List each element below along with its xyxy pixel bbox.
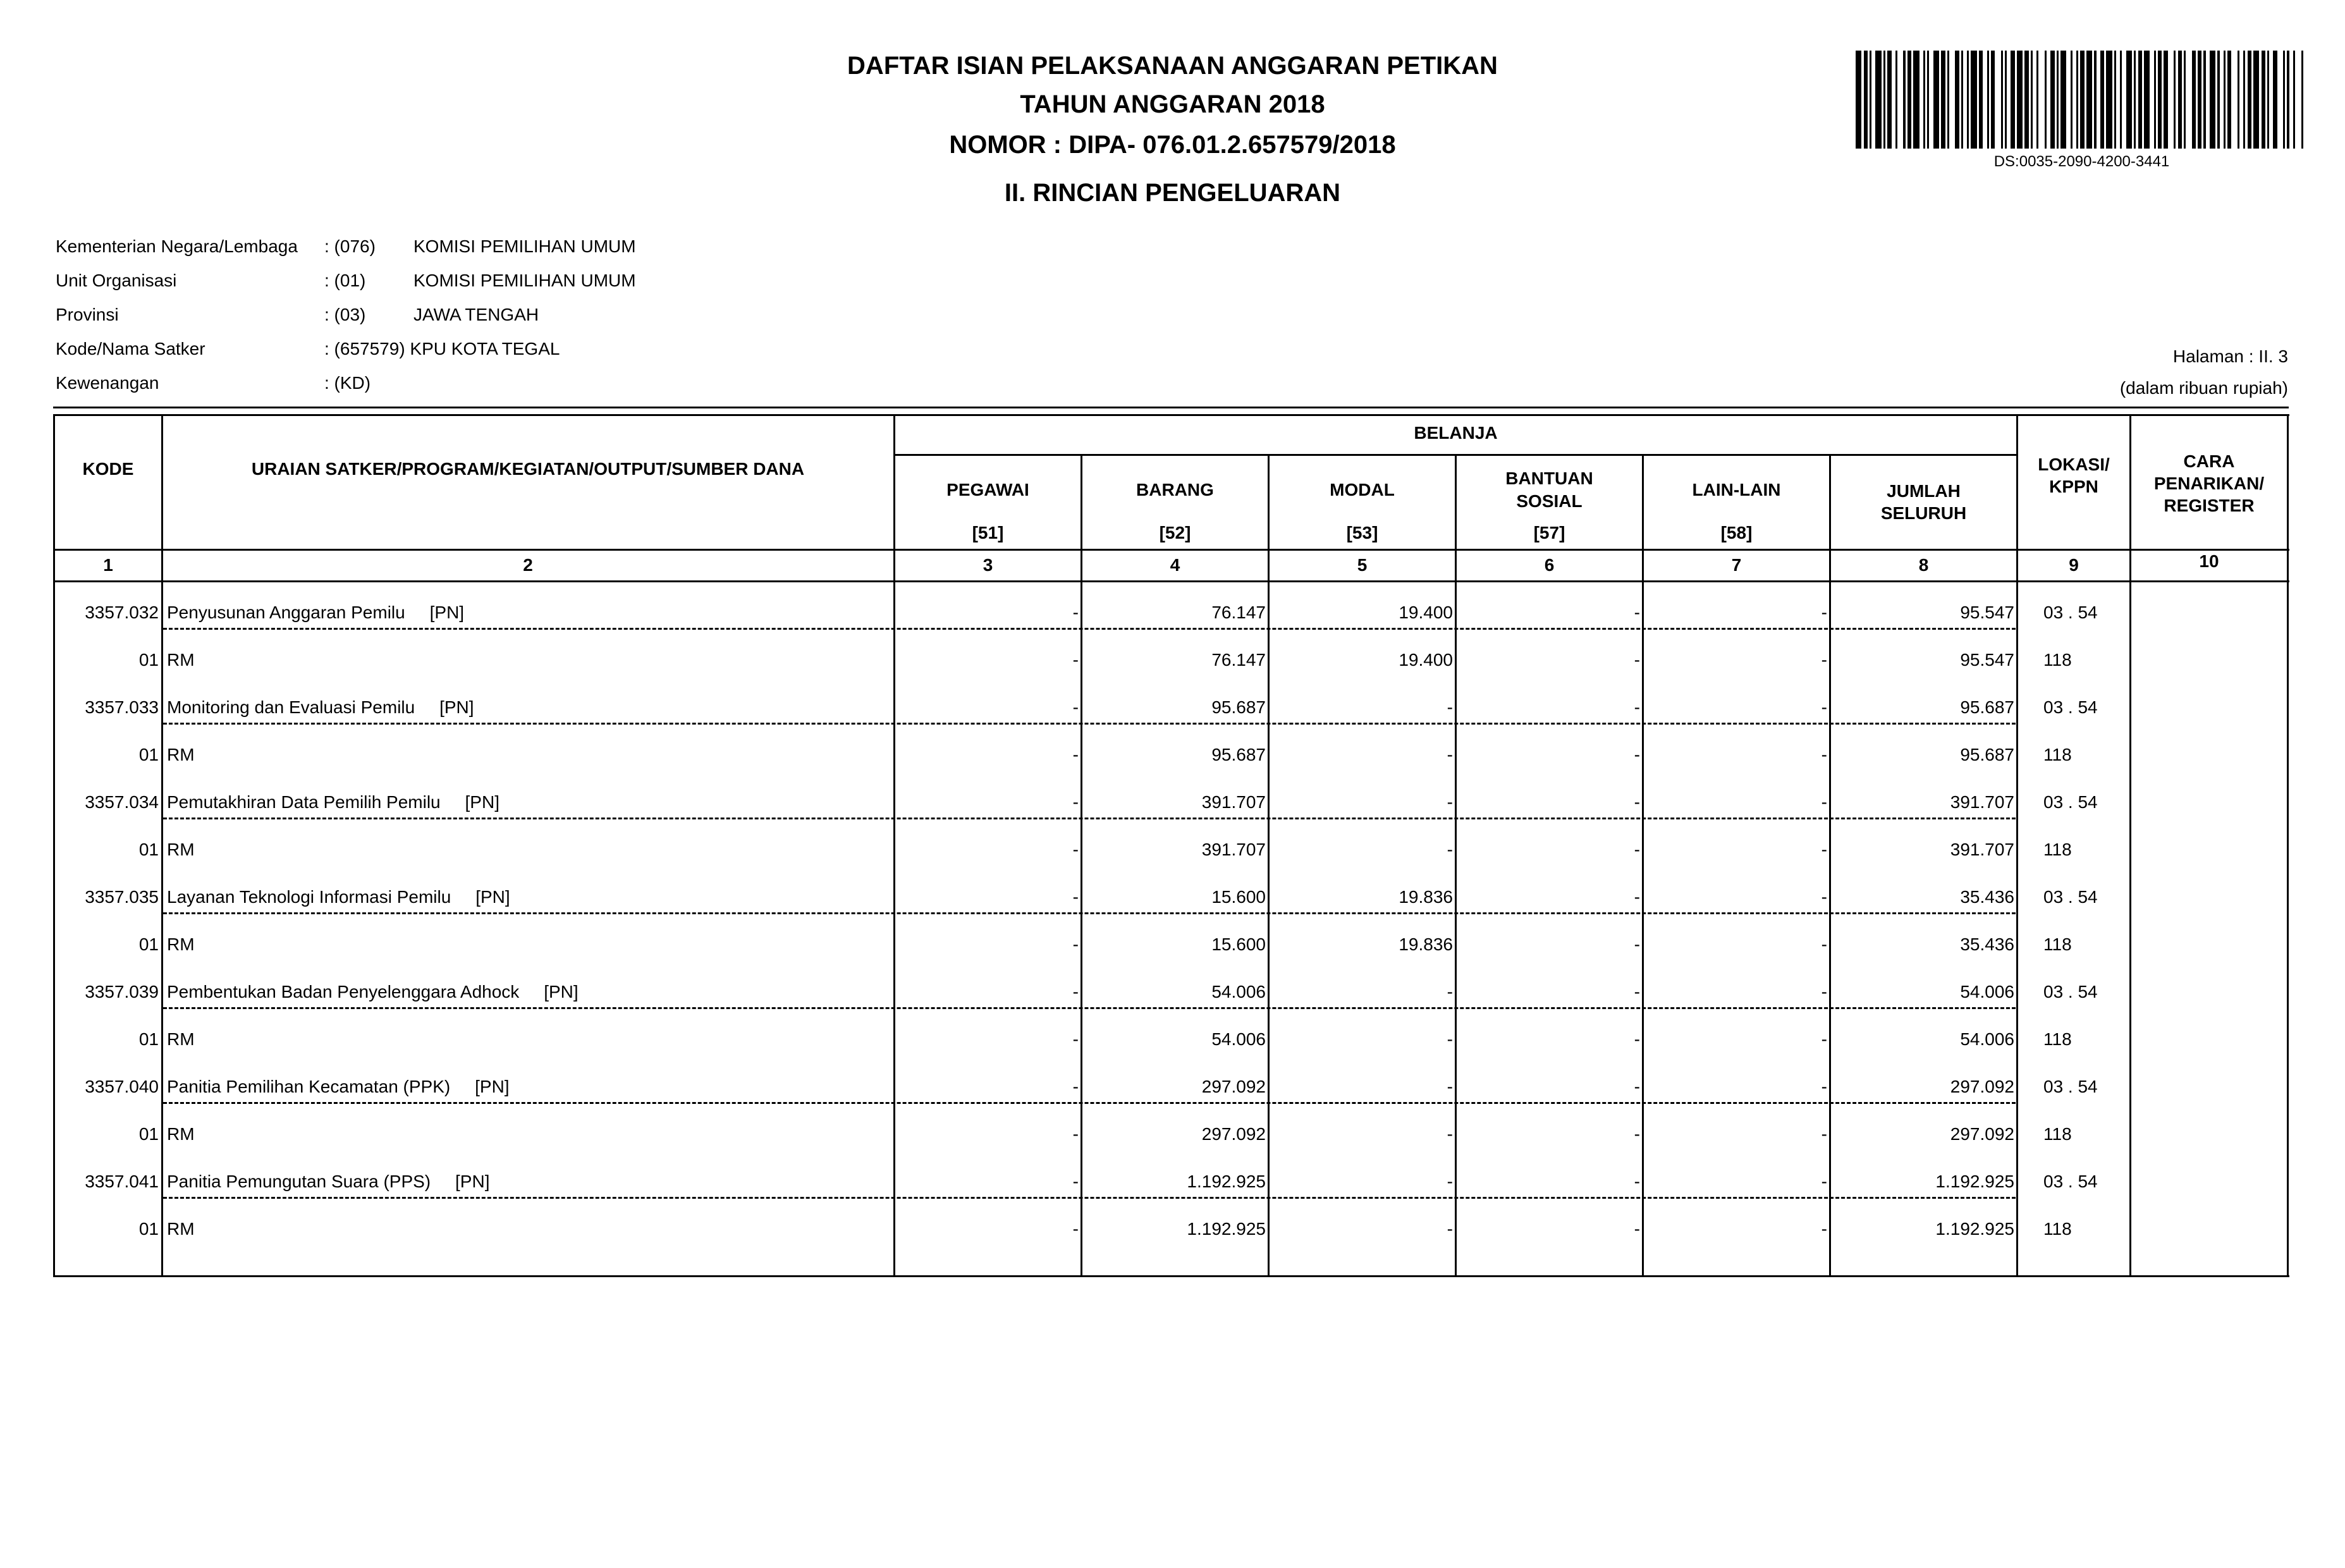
row-lokasi: 118 (2043, 934, 2072, 954)
row-lokasi: 118 (2043, 1219, 2072, 1239)
row-pegawai: - (1072, 982, 1079, 1001)
row-jumlah: 297.092 (1950, 1077, 2014, 1096)
row-modal: - (1447, 982, 1453, 1001)
row-bansos: - (1634, 840, 1640, 859)
row-uraian: Pembentukan Badan Penyelenggara Adhock [PN] (167, 982, 579, 1001)
row-lain: - (1821, 697, 1827, 717)
row-barang: 95.687 (1211, 697, 1266, 717)
row-kode: 01 (138, 840, 159, 859)
row-modal: - (1447, 792, 1453, 812)
row-lain: - (1821, 840, 1827, 859)
row-kode: 3357.032 (85, 603, 159, 622)
header-barang: BARANG (1136, 480, 1214, 499)
row-uraian: RM (167, 840, 195, 859)
row-lain: - (1821, 1172, 1827, 1191)
row-lain: - (1821, 1077, 1827, 1096)
row-barang: 391.707 (1201, 840, 1266, 859)
row-kode: 01 (138, 934, 159, 954)
row-modal: - (1447, 1124, 1453, 1144)
row-lain: - (1821, 982, 1827, 1001)
row-jumlah: 95.687 (1960, 697, 2014, 717)
row-jumlah: 95.687 (1960, 745, 2014, 764)
row-lokasi: 03 . 54 (2043, 603, 2098, 622)
col-border (2016, 414, 2018, 1277)
row-lokasi: 03 . 54 (2043, 697, 2098, 717)
row-lain: - (1821, 745, 1827, 764)
row-pegawai: - (1072, 1029, 1079, 1049)
row-dashed-divider (163, 628, 2016, 630)
row-jumlah: 35.436 (1960, 887, 2014, 907)
row-bansos: - (1634, 1029, 1640, 1049)
row-pegawai: - (1072, 792, 1079, 812)
header-belanja: BELANJA (1414, 423, 1498, 443)
table-top-border (53, 414, 2289, 416)
row-lokasi: 118 (2043, 745, 2072, 764)
header-cara-line2: PENARIKAN/ (2153, 474, 2265, 493)
row-barang: 1.192.925 (1187, 1219, 1266, 1239)
header-cara-line1: CARA (2183, 451, 2235, 471)
row-barang: 297.092 (1201, 1077, 1266, 1096)
meta-code: : (03) (324, 305, 366, 324)
row-lokasi: 03 . 54 (2043, 887, 2098, 907)
row-barang: 1.192.925 (1187, 1172, 1266, 1191)
row-lain: - (1821, 650, 1827, 670)
colnum-5: 5 (1357, 555, 1368, 575)
row-lokasi: 118 (2043, 840, 2072, 859)
row-bansos: - (1634, 1124, 1640, 1144)
meta-code: : (076) (324, 236, 376, 256)
col-border (1455, 454, 1457, 1277)
meta-label: Kementerian Negara/Lembaga (56, 236, 298, 256)
row-bansos: - (1634, 650, 1640, 670)
page-number: Halaman : II. 3 (2172, 346, 2288, 366)
meta-label: Provinsi (56, 305, 119, 324)
header-cara-line3: REGISTER (2164, 496, 2255, 515)
row-dashed-divider (163, 1197, 2016, 1199)
row-uraian: RM (167, 745, 195, 764)
row-uraian: Monitoring dan Evaluasi Pemilu [PN] (167, 697, 474, 717)
row-dashed-divider (163, 723, 2016, 725)
row-uraian: RM (167, 1219, 195, 1239)
row-lain: - (1821, 792, 1827, 812)
row-lokasi: 118 (2043, 1029, 2072, 1049)
header-modal: MODAL (1330, 480, 1395, 499)
colnum-10: 10 (2199, 551, 2219, 571)
row-jumlah: 391.707 (1950, 840, 2014, 859)
row-lokasi: 03 . 54 (2043, 982, 2098, 1001)
row-kode: 3357.041 (85, 1172, 159, 1191)
row-pegawai: - (1072, 1124, 1079, 1144)
row-jumlah: 297.092 (1950, 1124, 2014, 1144)
document-title: DAFTAR ISIAN PELAKSANAAN ANGGARAN PETIKAN (847, 52, 1498, 80)
row-bansos: - (1634, 1219, 1640, 1239)
row-jumlah: 391.707 (1950, 792, 2014, 812)
row-pegawai: - (1072, 840, 1079, 859)
header-barang-code: [52] (1159, 523, 1191, 542)
row-barang: 54.006 (1211, 1029, 1266, 1049)
document-number: NOMOR : DIPA- 076.01.2.657579/2018 (949, 131, 1396, 159)
header-pegawai: PEGAWAI (946, 480, 1029, 499)
row-dashed-divider (163, 818, 2016, 819)
row-modal: 19.836 (1399, 934, 1453, 954)
row-uraian: Layanan Teknologi Informasi Pemilu [PN] (167, 887, 510, 907)
row-kode: 01 (138, 1219, 159, 1239)
row-modal: - (1447, 697, 1453, 717)
row-pegawai: - (1072, 697, 1079, 717)
meta-name: KOMISI PEMILIHAN UMUM (413, 236, 636, 256)
colnum-1: 1 (103, 555, 113, 575)
row-lokasi: 03 . 54 (2043, 792, 2098, 812)
row-bansos: - (1634, 934, 1640, 954)
row-lokasi: 118 (2043, 650, 2072, 670)
col-border (1642, 454, 1644, 1277)
row-jumlah: 54.006 (1960, 1029, 2014, 1049)
row-bansos: - (1634, 1077, 1640, 1096)
row-barang: 95.687 (1211, 745, 1266, 764)
row-bansos: - (1634, 745, 1640, 764)
row-kode: 01 (138, 745, 159, 764)
row-modal: 19.400 (1399, 603, 1453, 622)
row-modal: - (1447, 1219, 1453, 1239)
row-barang: 76.147 (1211, 603, 1266, 622)
row-pegawai: - (1072, 650, 1079, 670)
header-pegawai-code: [51] (972, 523, 1004, 542)
header-bansos-line2: SOSIAL (1516, 491, 1583, 511)
section-title: II. RINCIAN PENGELUARAN (1004, 179, 1341, 207)
row-barang: 391.707 (1201, 792, 1266, 812)
row-pegawai: - (1072, 745, 1079, 764)
row-bansos: - (1634, 982, 1640, 1001)
colnum-2: 2 (523, 555, 533, 575)
row-pegawai: - (1072, 887, 1079, 907)
colnum-7: 7 (1731, 555, 1742, 575)
fiscal-year-title: TAHUN ANGGARAN 2018 (1020, 90, 1325, 118)
row-lain: - (1821, 603, 1827, 622)
row-modal: 19.836 (1399, 887, 1453, 907)
colnum-3: 3 (983, 555, 993, 575)
row-bansos: - (1634, 1172, 1640, 1191)
row-modal: - (1447, 745, 1453, 764)
row-barang: 54.006 (1211, 982, 1266, 1001)
col-border (161, 414, 163, 1277)
row-bansos: - (1634, 792, 1640, 812)
row-uraian: Panitia Pemungutan Suara (PPS) [PN] (167, 1172, 490, 1191)
header-uraian: URAIAN SATKER/PROGRAM/KEGIATAN/OUTPUT/SUMBER DANA (251, 459, 805, 479)
row-jumlah: 95.547 (1960, 650, 2014, 670)
row-pegawai: - (1072, 1172, 1079, 1191)
row-kode: 01 (138, 1124, 159, 1144)
meta-code: : (657579) KPU KOTA TEGAL (324, 339, 560, 358)
header-jumlah-line2: SELURUH (1880, 503, 1967, 523)
row-kode: 01 (138, 1029, 159, 1049)
row-barang: 76.147 (1211, 650, 1266, 670)
meta-label: Kewenangan (56, 373, 159, 393)
colnum-9: 9 (2069, 555, 2079, 575)
row-lain: - (1821, 1124, 1827, 1144)
row-bansos: - (1634, 697, 1640, 717)
row-modal: - (1447, 1077, 1453, 1096)
row-kode: 3357.039 (85, 982, 159, 1001)
separator-line (53, 407, 2289, 408)
row-lokasi: 118 (2043, 1124, 2072, 1144)
header-lokasi-line1: LOKASI/ (2038, 455, 2110, 474)
row-barang: 15.600 (1211, 887, 1266, 907)
row-lain: - (1821, 1029, 1827, 1049)
header-jumlah-line1: JUMLAH (1887, 481, 1961, 501)
meta-name: JAWA TENGAH (413, 305, 539, 324)
row-dashed-divider (163, 1102, 2016, 1104)
row-uraian: RM (167, 934, 195, 954)
row-jumlah: 95.547 (1960, 603, 2014, 622)
row-lain: - (1821, 934, 1827, 954)
header-lain: LAIN-LAIN (1692, 480, 1781, 499)
row-barang: 297.092 (1201, 1124, 1266, 1144)
row-jumlah: 1.192.925 (1935, 1172, 2014, 1191)
col-border (1268, 454, 1270, 1277)
row-kode: 3357.040 (85, 1077, 159, 1096)
row-modal: - (1447, 840, 1453, 859)
row-jumlah: 1.192.925 (1935, 1219, 2014, 1239)
header-bansos-code: [57] (1533, 523, 1565, 542)
meta-label: Unit Organisasi (56, 271, 177, 290)
colnum-6: 6 (1544, 555, 1555, 575)
colnum-bottom-border (53, 580, 2289, 582)
row-uraian: RM (167, 650, 195, 670)
row-kode: 3357.035 (85, 887, 159, 907)
meta-code: : (KD) (324, 373, 371, 393)
row-modal: 19.400 (1399, 650, 1453, 670)
row-uraian: Panitia Pemilihan Kecamatan (PPK) [PN] (167, 1077, 510, 1096)
row-pegawai: - (1072, 934, 1079, 954)
unit-note: (dalam ribuan rupiah) (2119, 378, 2288, 398)
row-lain: - (1821, 1219, 1827, 1239)
row-pegawai: - (1072, 603, 1079, 622)
barcode-icon (1856, 51, 2308, 149)
colnum-4: 4 (1170, 555, 1180, 575)
header-kode: KODE (82, 459, 134, 479)
col-border (1081, 454, 1082, 1277)
row-dashed-divider (163, 912, 2016, 914)
header-modal-code: [53] (1346, 523, 1378, 542)
meta-name: KOMISI PEMILIHAN UMUM (413, 271, 636, 290)
row-modal: - (1447, 1172, 1453, 1191)
row-uraian: Pemutakhiran Data Pemilih Pemilu [PN] (167, 792, 499, 812)
row-dashed-divider (163, 1007, 2016, 1009)
header-bansos-line1: BANTUAN (1505, 469, 1593, 488)
row-lokasi: 03 . 54 (2043, 1077, 2098, 1096)
col-border (2287, 414, 2289, 1277)
meta-code: : (01) (324, 271, 366, 290)
row-kode: 3357.034 (85, 792, 159, 812)
row-jumlah: 54.006 (1960, 982, 2014, 1001)
row-uraian: RM (167, 1124, 195, 1144)
colnum-8: 8 (1918, 555, 1929, 575)
row-modal: - (1447, 1029, 1453, 1049)
header-lokasi-line2: KPPN (2049, 477, 2098, 496)
row-bansos: - (1634, 887, 1640, 907)
row-pegawai: - (1072, 1219, 1079, 1239)
row-barang: 15.600 (1211, 934, 1266, 954)
barcode-label: DS:0035-2090-4200-3441 (1993, 153, 2170, 170)
row-jumlah: 35.436 (1960, 934, 2014, 954)
meta-label: Kode/Nama Satker (56, 339, 205, 358)
row-uraian: Penyusunan Anggaran Pemilu [PN] (167, 603, 465, 622)
row-pegawai: - (1072, 1077, 1079, 1096)
row-lain: - (1821, 887, 1827, 907)
row-bansos: - (1634, 603, 1640, 622)
header-lain-code: [58] (1720, 523, 1753, 542)
table-bottom-border (53, 1275, 2289, 1277)
row-lokasi: 03 . 54 (2043, 1172, 2098, 1191)
row-uraian: RM (167, 1029, 195, 1049)
header-bottom-border (53, 549, 2289, 551)
col-border (1829, 454, 1831, 1277)
row-kode: 01 (138, 650, 159, 670)
row-kode: 3357.033 (85, 697, 159, 717)
